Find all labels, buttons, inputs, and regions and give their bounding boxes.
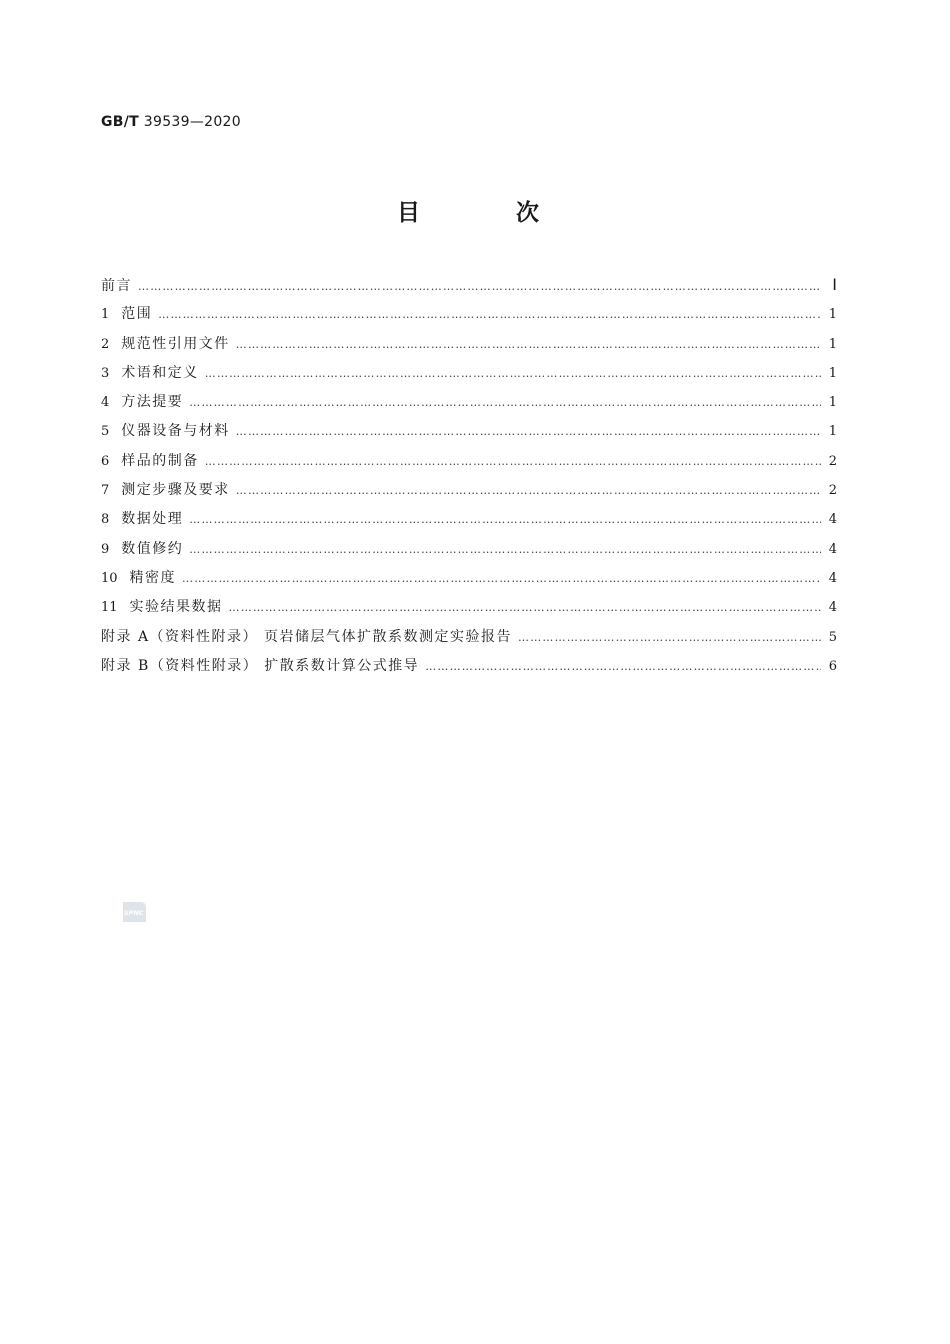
- toc-entry-number: 11: [101, 600, 118, 616]
- toc-entry-number: 1: [101, 307, 110, 323]
- toc-dot-leader: [189, 388, 821, 417]
- toc-entry-number: 8: [101, 512, 110, 528]
- toc-entry-page: 2: [828, 453, 837, 469]
- toc-entry-title: 方法提要: [121, 394, 184, 411]
- toc-dot-leader: [205, 447, 821, 476]
- toc-entry-title: 附录 A（资料性附录） 页岩储层气体扩散系数测定实验报告: [101, 628, 513, 645]
- toc-dot-leader: [229, 593, 821, 622]
- toc-entry-page: 1: [828, 424, 837, 440]
- toc-dot-leader: [425, 652, 821, 681]
- toc-entry-page: 1: [828, 336, 837, 352]
- toc-entry-title: 数据处理: [121, 511, 184, 528]
- toc-entry-title: 前言: [101, 278, 132, 294]
- toc-entry-page: 4: [828, 600, 837, 616]
- standard-code: [101, 114, 241, 130]
- toc-entry-page: 1: [828, 365, 837, 381]
- toc-dot-leader: [189, 505, 821, 534]
- toc-entry[interactable]: [101, 330, 837, 359]
- toc-entry-page: 6: [828, 658, 837, 674]
- toc-entry-number: 3: [101, 365, 110, 381]
- toc-dot-leader: [182, 564, 821, 593]
- toc-entry[interactable]: [101, 593, 837, 622]
- toc-entry[interactable]: [101, 271, 837, 300]
- table-of-contents: [101, 271, 837, 681]
- toc-entry[interactable]: [101, 623, 837, 652]
- toc-dot-leader: [189, 535, 821, 564]
- toc-entry-title: 实验结果数据: [129, 599, 223, 616]
- toc-entry-title: 规范性引用文件: [121, 335, 230, 352]
- toc-entry-number: 5: [101, 424, 110, 440]
- toc-dot-leader: [205, 359, 821, 388]
- toc-entry-number: 9: [101, 541, 110, 557]
- toc-entry-page: 2: [828, 483, 837, 499]
- toc-entry-title: 精密度: [129, 569, 177, 586]
- toc-entry-page: 5: [828, 629, 837, 645]
- toc-entry-page: 4: [828, 541, 837, 557]
- toc-entry[interactable]: [101, 388, 837, 417]
- toc-entry-page: 4: [828, 570, 837, 586]
- toc-entry-page: 1: [828, 395, 837, 411]
- toc-entry[interactable]: [101, 300, 837, 329]
- toc-entry-title: 附录 B（资料性附录） 扩散系数计算公式推导: [101, 657, 420, 674]
- toc-entry-page: 1: [828, 307, 837, 323]
- toc-dot-leader: [158, 300, 821, 329]
- standard-number: 39539—2020: [143, 114, 241, 130]
- toc-entry[interactable]: [101, 476, 837, 505]
- toc-entry-title: 测定步骤及要求: [121, 482, 230, 499]
- toc-entry[interactable]: [101, 564, 837, 593]
- toc-entry[interactable]: [101, 359, 837, 388]
- toc-title: 目 次: [396, 200, 583, 226]
- toc-dot-leader: [236, 417, 821, 446]
- toc-entry[interactable]: [101, 417, 837, 446]
- toc-entry-page: 4: [828, 512, 837, 528]
- toc-dot-leader: [236, 330, 821, 359]
- standard-prefix: GB/T: [101, 114, 140, 130]
- toc-entry-number: 6: [101, 453, 110, 469]
- watermark-logo-icon: [121, 900, 147, 924]
- toc-entry[interactable]: [101, 447, 837, 476]
- toc-entry[interactable]: [101, 505, 837, 534]
- toc-dot-leader: [236, 476, 821, 505]
- toc-entry-number: 4: [101, 395, 110, 411]
- toc-entry-title: 样品的制备: [121, 452, 199, 469]
- toc-dot-leader: [138, 272, 821, 301]
- toc-entry-title: 范围: [121, 306, 153, 323]
- toc-entry-number: 7: [101, 483, 110, 499]
- toc-entry-number: 2: [101, 336, 110, 352]
- toc-entry-title: 术语和定义: [121, 364, 199, 381]
- toc-entry-number: 10: [101, 570, 118, 586]
- toc-entry[interactable]: [101, 535, 837, 564]
- toc-entry[interactable]: [101, 652, 837, 681]
- toc-entry-title: 数值修约: [121, 540, 184, 557]
- toc-entry-page: Ⅰ: [832, 277, 837, 294]
- watermark-text: SPNC: [124, 909, 144, 917]
- toc-entry-title: 仪器设备与材料: [121, 423, 230, 440]
- toc-dot-leader: [518, 623, 821, 652]
